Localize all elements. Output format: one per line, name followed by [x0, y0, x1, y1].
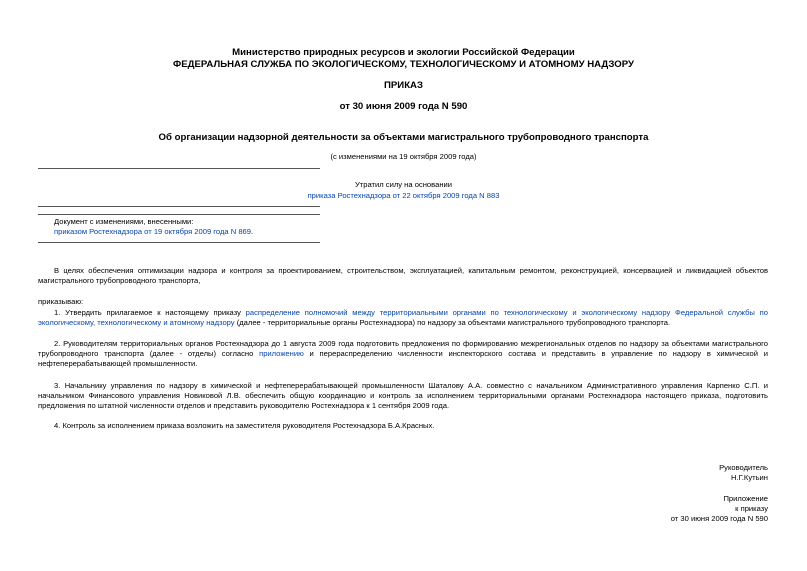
amendments-link-suffix: .: [251, 227, 254, 236]
service-name: ФЕДЕРАЛЬНАЯ СЛУЖБА ПО ЭКОЛОГИЧЕСКОМУ, ТЕХНОЛОГИЧЕСКОМУ И АТОМНОМУ НАДЗОРУ: [173, 59, 634, 70]
paragraph-1: [38, 308, 768, 328]
doc-type: ПРИКАЗ: [384, 80, 423, 91]
lost-force-link[interactable]: приказа Ростехнадзора от 22 октября 2009 года N 883: [307, 191, 500, 200]
amendments-link[interactable]: приказом Ростехнадзора от 19 октября 2009 года N 869: [54, 227, 251, 236]
doc-title: Об организации надзорной деятельности за объектами магистрального трубопроводного транспорта: [158, 132, 649, 143]
ministry-name: Министерство природных ресурсов и экологии Российской Федерации: [232, 47, 575, 58]
divider-line: [38, 214, 320, 215]
paragraph-3: 3. Начальнику управления по надзору в химической и нефтеперерабатывающей промышленности Шаталову А.А. совместно с начальником Административного управления Карпенко С.П. и начальником Финансового управления Новиковой Л.В. обеспечить общую координацию и контроль за исполнением территориальными органами Ростехнадзора настоящего приказа, подготовить предложения по штатной численности отделов и представить руководителю Ростехнадзора к 1 сентября 2009 года.: [38, 381, 768, 411]
paragraph-2-start: 2. Руководителям территориальных органов Ростехнадзора до 1 августа 2009 года подготовить предложения по формированию межрегиональных отделов по надзору за объектами магистрального трубопроводного транспорта (далее - отделы) согласно: [38, 339, 768, 359]
lost-force-text: Утратил силу на основании: [354, 180, 453, 189]
paragraph-1-start: 1. Утвердить прилагаемое к настоящему приказу: [54, 308, 246, 317]
appendix-line-2: к приказу: [735, 504, 768, 513]
paragraph-1-end: (далее - территориальные органы Ростехнадзора) по надзору за объектами магистрального трубопроводного транспорта.: [234, 318, 671, 328]
divider-line: [38, 242, 320, 243]
appendix-line-3: от 30 июня 2009 года N 590: [670, 514, 768, 523]
paragraph-4: 4. Контроль за исполнением приказа возложить на заместителя руководителя Ростехнадзора Б.А.Красных.: [54, 421, 435, 430]
signer-name: Н.Г.Кутьин: [731, 473, 768, 482]
preamble-paragraph: В целях обеспечения оптимизации надзора и контроля за проектированием, строительством, эксплуатацией, капитальным ремонтом, реконструкцией, консервацией и ликвидацией объектов магистрального трубопроводного транспорта,: [38, 266, 768, 286]
distribution-link[interactable]: распределение полномочий между территориальными органами по технологическому и экологическому надзору Федеральной службы по экологическому, технологическому и атомному надзору: [38, 308, 768, 328]
appendix-link[interactable]: приложению: [259, 349, 304, 359]
paragraph-2: [38, 339, 768, 370]
paragraph-2-end: и перераспределению численности инспекторского состава и представить в управление по надзору в химической и нефтеперерабатывающей промышленности.: [38, 349, 768, 369]
signer-position: Руководитель: [719, 463, 768, 472]
order-word: приказываю:: [38, 297, 84, 306]
divider-line: [38, 206, 320, 207]
amendments-label: Документ с изменениями, внесенными:: [54, 217, 194, 226]
divider-line: [38, 168, 320, 169]
doc-date: от 30 июня 2009 года N 590: [339, 101, 468, 112]
amendments-line: [54, 227, 253, 237]
appendix-line-1: Приложение: [723, 494, 768, 503]
changes-note: (с изменениями на 19 октября 2009 года): [330, 152, 477, 161]
